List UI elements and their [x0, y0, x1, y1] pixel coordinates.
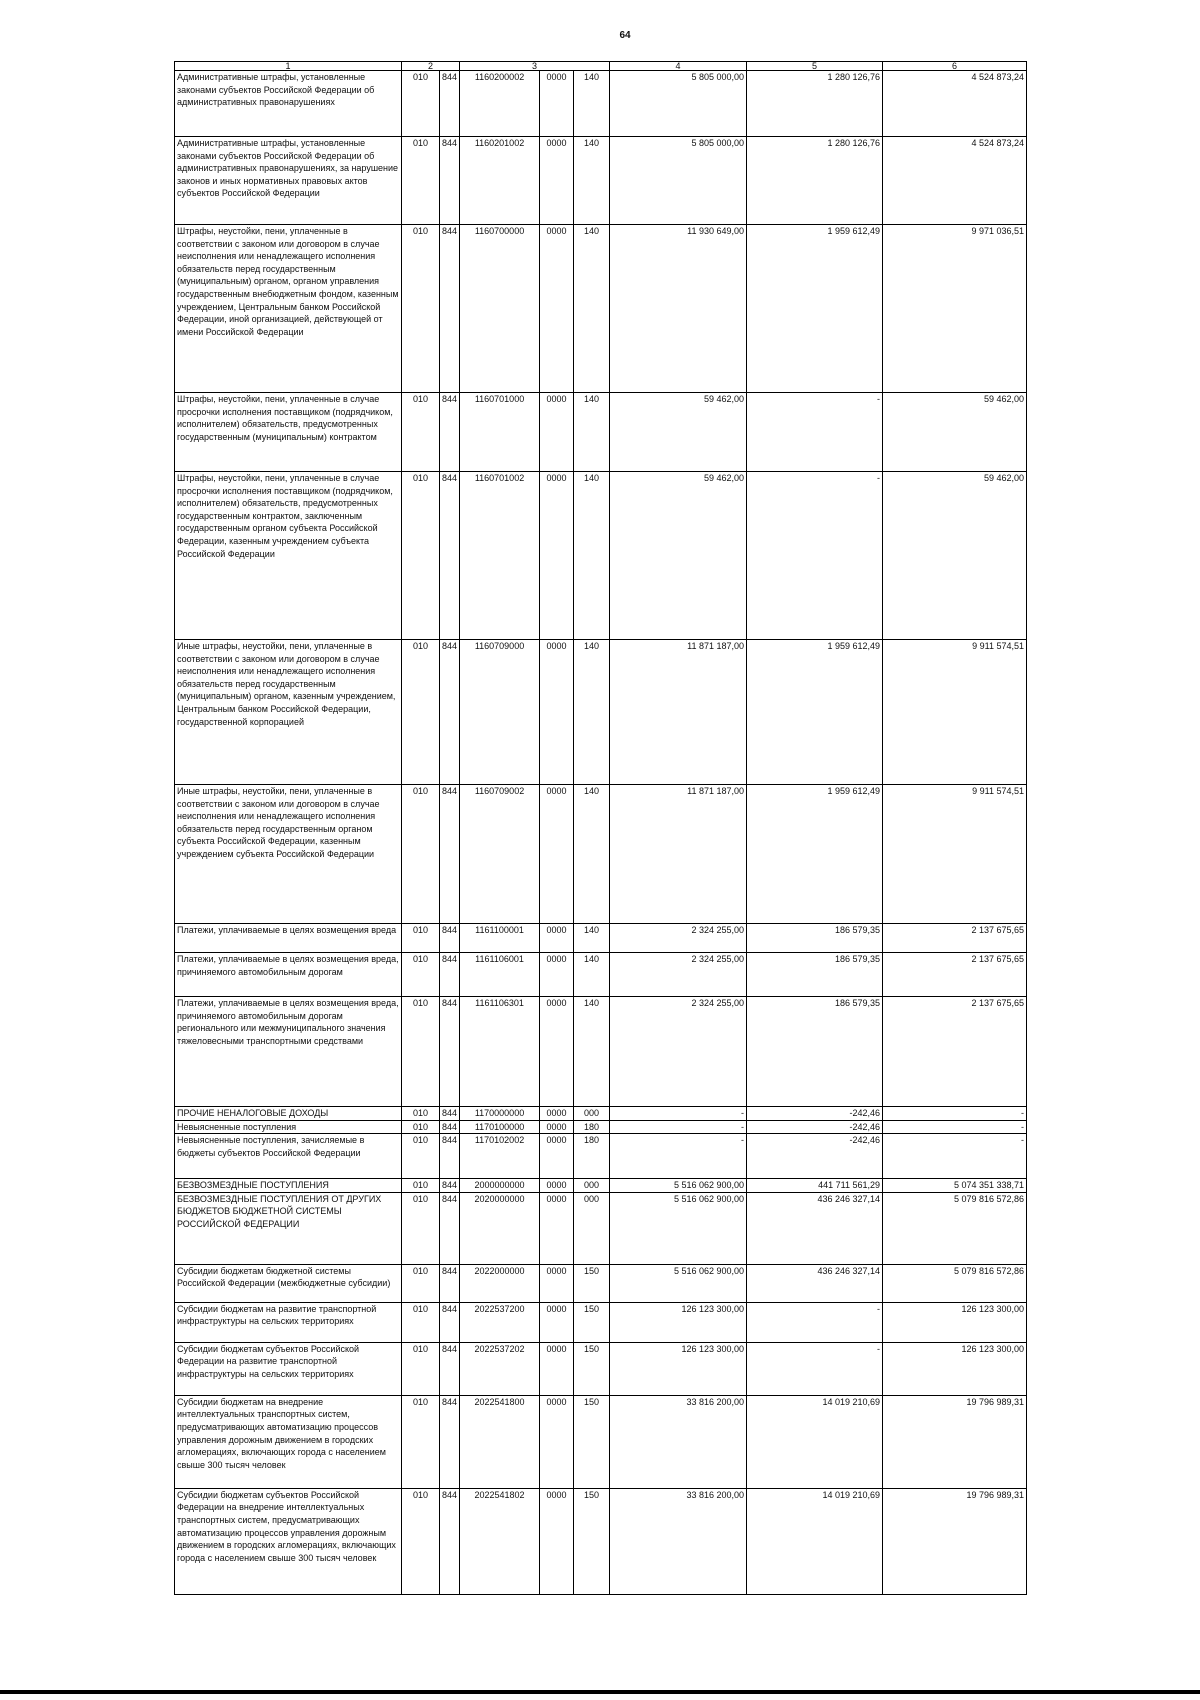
approved-amount-cell: 11 871 187,00 [610, 640, 747, 785]
kbk-code-cell: 1170100000 [460, 1120, 540, 1134]
executed-amount-cell: 1 959 612,49 [747, 785, 883, 924]
table-row [175, 1120, 1027, 1134]
program-code-cell: 0000 [540, 225, 574, 393]
row-name-cell: Субсидии бюджетам субъектов Российской Федерации на внедрение интеллектуальных транспортных систем, предусматривающих автоматизацию процессов управления дорожным движением в городских агломерациях, включающих города с населением свыше 300 тысяч человек [175, 1488, 402, 1594]
column-header: 3 [460, 62, 610, 71]
executed-amount-cell: 436 246 327,14 [747, 1264, 883, 1302]
approved-amount-cell: 2 324 255,00 [610, 997, 747, 1107]
classification-code-cell: 140 [574, 393, 610, 472]
approved-amount-cell: 126 123 300,00 [610, 1342, 747, 1395]
program-code-cell: 0000 [540, 1488, 574, 1594]
executed-amount-cell: -242,46 [747, 1134, 883, 1179]
executed-amount-cell: 441 711 561,29 [747, 1179, 883, 1193]
row-name-cell: Невыясненные поступления [175, 1120, 402, 1134]
column-code-cell: 010 [402, 924, 440, 953]
admin-code-cell: 844 [440, 640, 460, 785]
remaining-amount-cell: 2 137 675,65 [883, 924, 1027, 953]
remaining-amount-cell: 5 079 816 572,86 [883, 1264, 1027, 1302]
approved-amount-cell: 5 805 000,00 [610, 137, 747, 225]
kbk-code-cell: 1161100001 [460, 924, 540, 953]
remaining-amount-cell: 126 123 300,00 [883, 1342, 1027, 1395]
executed-amount-cell: 1 280 126,76 [747, 71, 883, 137]
approved-amount-cell: 126 123 300,00 [610, 1302, 747, 1342]
table-row [175, 1264, 1027, 1302]
admin-code-cell: 844 [440, 1302, 460, 1342]
classification-code-cell: 000 [574, 1192, 610, 1264]
executed-amount-cell: - [747, 1342, 883, 1395]
remaining-amount-cell: 59 462,00 [883, 472, 1027, 640]
executed-amount-cell: 1 959 612,49 [747, 640, 883, 785]
classification-code-cell: 150 [574, 1342, 610, 1395]
executed-amount-cell: -242,46 [747, 1120, 883, 1134]
admin-code-cell: 844 [440, 71, 460, 137]
program-code-cell: 0000 [540, 953, 574, 997]
program-code-cell: 0000 [540, 1342, 574, 1395]
admin-code-cell: 844 [440, 393, 460, 472]
row-name-cell: Платежи, уплачиваемые в целях возмещения вреда, причиняемого автомобильным дорогам регионального или межмуниципального значения тяжеловесными транспортными средствами [175, 997, 402, 1107]
kbk-code-cell: 2000000000 [460, 1179, 540, 1193]
column-code-cell: 010 [402, 1302, 440, 1342]
row-name-cell: Иные штрафы, неустойки, пени, уплаченные в соответствии с законом или договором в случае неисполнения или ненадлежащего исполнения обязательств перед государственным (муниципальным) органом, казенным учреждением, Центральным банком Российской Федерации, государственной корпорацией [175, 640, 402, 785]
table-row [175, 1179, 1027, 1193]
row-name-cell: Иные штрафы, неустойки, пени, уплаченные в соответствии с законом или договором в случае неисполнения или ненадлежащего исполнения обязательств перед государственным органом субъекта Российской Федерации, казенным учреждением субъекта Российской Федерации [175, 785, 402, 924]
kbk-code-cell: 2022541802 [460, 1488, 540, 1594]
kbk-code-cell: 2022541800 [460, 1395, 540, 1488]
approved-amount-cell: 33 816 200,00 [610, 1488, 747, 1594]
executed-amount-cell: 186 579,35 [747, 924, 883, 953]
executed-amount-cell: 1 959 612,49 [747, 225, 883, 393]
kbk-code-cell: 1160700000 [460, 225, 540, 393]
remaining-amount-cell: - [883, 1120, 1027, 1134]
remaining-amount-cell: 4 524 873,24 [883, 137, 1027, 225]
classification-code-cell: 140 [574, 225, 610, 393]
column-code-cell: 010 [402, 1395, 440, 1488]
approved-amount-cell: 59 462,00 [610, 393, 747, 472]
program-code-cell: 0000 [540, 1107, 574, 1121]
admin-code-cell: 844 [440, 1488, 460, 1594]
table-row [175, 953, 1027, 997]
kbk-code-cell: 1170102002 [460, 1134, 540, 1179]
admin-code-cell: 844 [440, 953, 460, 997]
column-code-cell: 010 [402, 1134, 440, 1179]
classification-code-cell: 150 [574, 1395, 610, 1488]
kbk-code-cell: 1160200002 [460, 71, 540, 137]
row-name-cell: Штрафы, неустойки, пени, уплаченные в случае просрочки исполнения поставщиком (подрядчиком, исполнителем) обязательств, предусмотренных государственным (муниципальным) контрактом [175, 393, 402, 472]
classification-code-cell: 180 [574, 1134, 610, 1179]
approved-amount-cell: - [610, 1120, 747, 1134]
column-header: 4 [610, 62, 747, 71]
kbk-code-cell: 1160201002 [460, 137, 540, 225]
row-name-cell: Субсидии бюджетам на внедрение интеллектуальных транспортных систем, предусматривающих автоматизацию процессов управления дорожным движением в городских агломерациях, включающих города с населением свыше 300 тысяч человек [175, 1395, 402, 1488]
admin-code-cell: 844 [440, 997, 460, 1107]
classification-code-cell: 140 [574, 997, 610, 1107]
row-name-cell: Субсидии бюджетам субъектов Российской Федерации на развитие транспортной инфраструктуры на сельских территориях [175, 1342, 402, 1395]
kbk-code-cell: 2020000000 [460, 1192, 540, 1264]
column-code-cell: 010 [402, 953, 440, 997]
executed-amount-cell: 1 280 126,76 [747, 137, 883, 225]
column-header: 5 [747, 62, 883, 71]
row-name-cell: БЕЗВОЗМЕЗДНЫЕ ПОСТУПЛЕНИЯ [175, 1179, 402, 1193]
approved-amount-cell: 5 516 062 900,00 [610, 1264, 747, 1302]
kbk-code-cell: 1170000000 [460, 1107, 540, 1121]
admin-code-cell: 844 [440, 137, 460, 225]
executed-amount-cell: - [747, 472, 883, 640]
admin-code-cell: 844 [440, 1134, 460, 1179]
classification-code-cell: 140 [574, 640, 610, 785]
remaining-amount-cell: 4 524 873,24 [883, 71, 1027, 137]
row-name-cell: ПРОЧИЕ НЕНАЛОГОВЫЕ ДОХОДЫ [175, 1107, 402, 1121]
table-row [175, 393, 1027, 472]
executed-amount-cell: 14 019 210,69 [747, 1395, 883, 1488]
executed-amount-cell: 186 579,35 [747, 953, 883, 997]
row-name-cell: Невыясненные поступления, зачисляемые в бюджеты субъектов Российской Федерации [175, 1134, 402, 1179]
column-code-cell: 010 [402, 71, 440, 137]
column-code-cell: 010 [402, 1342, 440, 1395]
table-row [175, 640, 1027, 785]
classification-code-cell: 150 [574, 1488, 610, 1594]
executed-amount-cell: 436 246 327,14 [747, 1192, 883, 1264]
bottom-rule [0, 1690, 1200, 1694]
kbk-code-cell: 1160701002 [460, 472, 540, 640]
column-code-cell: 010 [402, 1120, 440, 1134]
admin-code-cell: 844 [440, 1120, 460, 1134]
approved-amount-cell: 5 516 062 900,00 [610, 1179, 747, 1193]
classification-code-cell: 140 [574, 785, 610, 924]
classification-code-cell: 140 [574, 953, 610, 997]
program-code-cell: 0000 [540, 137, 574, 225]
remaining-amount-cell: 59 462,00 [883, 393, 1027, 472]
kbk-code-cell: 2022537200 [460, 1302, 540, 1342]
row-name-cell: Субсидии бюджетам бюджетной системы Российской Федерации (межбюджетные субсидии) [175, 1264, 402, 1302]
approved-amount-cell: 11 871 187,00 [610, 785, 747, 924]
admin-code-cell: 844 [440, 472, 460, 640]
column-code-cell: 010 [402, 225, 440, 393]
remaining-amount-cell: 5 074 351 338,71 [883, 1179, 1027, 1193]
page-number: 64 [619, 30, 631, 41]
row-name-cell: Субсидии бюджетам на развитие транспортной инфраструктуры на сельских территориях [175, 1302, 402, 1342]
admin-code-cell: 844 [440, 1342, 460, 1395]
approved-amount-cell: 5 805 000,00 [610, 71, 747, 137]
executed-amount-cell: - [747, 393, 883, 472]
column-code-cell: 010 [402, 997, 440, 1107]
column-code-cell: 010 [402, 640, 440, 785]
admin-code-cell: 844 [440, 1179, 460, 1193]
admin-code-cell: 844 [440, 225, 460, 393]
admin-code-cell: 844 [440, 785, 460, 924]
kbk-code-cell: 1160709002 [460, 785, 540, 924]
table-row [175, 1302, 1027, 1342]
approved-amount-cell: 2 324 255,00 [610, 953, 747, 997]
program-code-cell: 0000 [540, 640, 574, 785]
program-code-cell: 0000 [540, 393, 574, 472]
remaining-amount-cell: 9 911 574,51 [883, 785, 1027, 924]
column-code-cell: 010 [402, 785, 440, 924]
approved-amount-cell: 5 516 062 900,00 [610, 1192, 747, 1264]
column-code-cell: 010 [402, 1107, 440, 1121]
program-code-cell: 0000 [540, 1134, 574, 1179]
table-row [175, 1488, 1027, 1594]
table-row [175, 1342, 1027, 1395]
admin-code-cell: 844 [440, 1192, 460, 1264]
approved-amount-cell: 11 930 649,00 [610, 225, 747, 393]
row-name-cell: Административные штрафы, установленные законами субъектов Российской Федерации об административных правонарушениях [175, 71, 402, 137]
remaining-amount-cell: 2 137 675,65 [883, 953, 1027, 997]
table-row [175, 1395, 1027, 1488]
row-name-cell: Штрафы, неустойки, пени, уплаченные в соответствии с законом или договором в случае неисполнения или ненадлежащего исполнения обязательств перед государственным (муниципальным) органом, органом управления государственным внебюджетным фондом, казенным учреждением, Центральным банком Российской Федерации, иной организацией, действующей от имени Российской Федерации [175, 225, 402, 393]
row-name-cell: Платежи, уплачиваемые в целях возмещения вреда, причиняемого автомобильным дорогам [175, 953, 402, 997]
row-name-cell: Штрафы, неустойки, пени, уплаченные в случае просрочки исполнения поставщиком (подрядчиком, исполнителем) обязательств, предусмотренных государственным контрактом, заключенным государственным органом субъекта Российской Федерации, казенным учреждением субъекта Российской Федерации [175, 472, 402, 640]
program-code-cell: 0000 [540, 1264, 574, 1302]
remaining-amount-cell: 19 796 989,31 [883, 1488, 1027, 1594]
approved-amount-cell: 2 324 255,00 [610, 924, 747, 953]
kbk-code-cell: 2022537202 [460, 1342, 540, 1395]
remaining-amount-cell: 126 123 300,00 [883, 1302, 1027, 1342]
program-code-cell: 0000 [540, 71, 574, 137]
approved-amount-cell: 33 816 200,00 [610, 1395, 747, 1488]
table-row [175, 472, 1027, 640]
column-code-cell: 010 [402, 393, 440, 472]
remaining-amount-cell: 2 137 675,65 [883, 997, 1027, 1107]
approved-amount-cell: - [610, 1134, 747, 1179]
table-row [175, 1134, 1027, 1179]
column-code-cell: 010 [402, 137, 440, 225]
program-code-cell: 0000 [540, 997, 574, 1107]
table-row [175, 997, 1027, 1107]
program-code-cell: 0000 [540, 924, 574, 953]
classification-code-cell: 140 [574, 71, 610, 137]
remaining-amount-cell: 9 971 036,51 [883, 225, 1027, 393]
table-row [175, 71, 1027, 137]
kbk-code-cell: 1160709000 [460, 640, 540, 785]
classification-code-cell: 140 [574, 924, 610, 953]
kbk-code-cell: 2022000000 [460, 1264, 540, 1302]
column-code-cell: 010 [402, 1192, 440, 1264]
remaining-amount-cell: - [883, 1107, 1027, 1121]
admin-code-cell: 844 [440, 1395, 460, 1488]
column-header: 2 [402, 62, 460, 71]
table-header-row [175, 62, 1027, 71]
classification-code-cell: 140 [574, 472, 610, 640]
executed-amount-cell: 14 019 210,69 [747, 1488, 883, 1594]
column-header: 6 [883, 62, 1027, 71]
executed-amount-cell: - [747, 1302, 883, 1342]
program-code-cell: 0000 [540, 1120, 574, 1134]
table-row [175, 225, 1027, 393]
column-code-cell: 010 [402, 1179, 440, 1193]
approved-amount-cell: 59 462,00 [610, 472, 747, 640]
program-code-cell: 0000 [540, 785, 574, 924]
table-row [175, 785, 1027, 924]
revenue-table [174, 61, 1027, 1595]
executed-amount-cell: -242,46 [747, 1107, 883, 1121]
classification-code-cell: 140 [574, 137, 610, 225]
classification-code-cell: 150 [574, 1302, 610, 1342]
program-code-cell: 0000 [540, 1395, 574, 1488]
row-name-cell: Платежи, уплачиваемые в целях возмещения вреда [175, 924, 402, 953]
kbk-code-cell: 1161106001 [460, 953, 540, 997]
column-code-cell: 010 [402, 472, 440, 640]
remaining-amount-cell: 5 079 816 572,86 [883, 1192, 1027, 1264]
column-header: 1 [175, 62, 402, 71]
column-code-cell: 010 [402, 1264, 440, 1302]
program-code-cell: 0000 [540, 1192, 574, 1264]
program-code-cell: 0000 [540, 1302, 574, 1342]
program-code-cell: 0000 [540, 472, 574, 640]
table-row [175, 1107, 1027, 1121]
row-name-cell: Административные штрафы, установленные законами субъектов Российской Федерации об административных правонарушениях, за нарушение законов и иных нормативных правовых актов субъектов Российской Федерации [175, 137, 402, 225]
approved-amount-cell: - [610, 1107, 747, 1121]
admin-code-cell: 844 [440, 924, 460, 953]
column-code-cell: 010 [402, 1488, 440, 1594]
table-row [175, 1192, 1027, 1264]
remaining-amount-cell: - [883, 1134, 1027, 1179]
executed-amount-cell: 186 579,35 [747, 997, 883, 1107]
remaining-amount-cell: 9 911 574,51 [883, 640, 1027, 785]
admin-code-cell: 844 [440, 1107, 460, 1121]
program-code-cell: 0000 [540, 1179, 574, 1193]
kbk-code-cell: 1161106301 [460, 997, 540, 1107]
admin-code-cell: 844 [440, 1264, 460, 1302]
row-name-cell: БЕЗВОЗМЕЗДНЫЕ ПОСТУПЛЕНИЯ ОТ ДРУГИХ БЮДЖЕТОВ БЮДЖЕТНОЙ СИСТЕМЫ РОССИЙСКОЙ ФЕДЕРАЦИИ [175, 1192, 402, 1264]
classification-code-cell: 150 [574, 1264, 610, 1302]
table-row [175, 137, 1027, 225]
classification-code-cell: 000 [574, 1107, 610, 1121]
table-row [175, 924, 1027, 953]
classification-code-cell: 000 [574, 1179, 610, 1193]
classification-code-cell: 180 [574, 1120, 610, 1134]
kbk-code-cell: 1160701000 [460, 393, 540, 472]
remaining-amount-cell: 19 796 989,31 [883, 1395, 1027, 1488]
